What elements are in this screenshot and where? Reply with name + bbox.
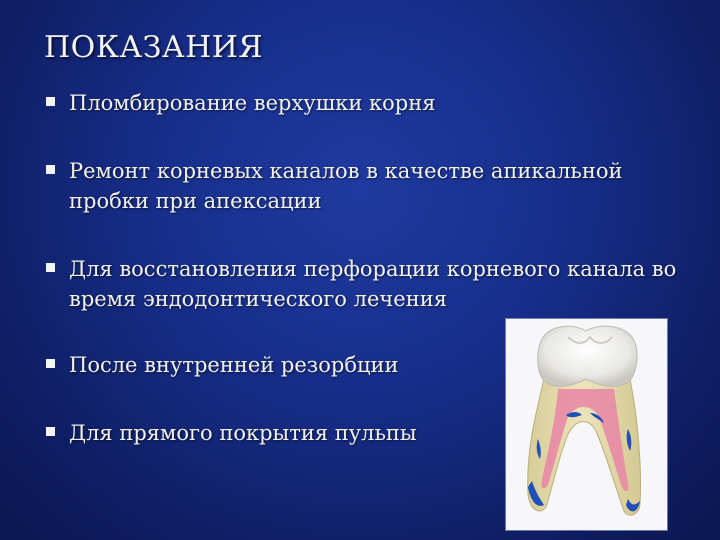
bullet-item	[46, 156, 649, 216]
square-bullet-icon	[46, 263, 55, 272]
square-bullet-icon	[46, 359, 55, 368]
bullet-text: Для прямого покрытия пульпы	[69, 421, 417, 445]
tooth-icon	[506, 319, 667, 530]
square-bullet-icon	[46, 165, 55, 174]
tooth-illustration	[506, 319, 667, 530]
bullet-text: Для восстановления перфорации корневого канала во время эндодонтического лечения	[69, 257, 677, 311]
bullet-item	[46, 254, 679, 314]
bullet-text: После внутренней резорбции	[69, 353, 399, 377]
bullet-item	[46, 88, 669, 118]
bullet-text: Пломбирование верхушки корня	[69, 91, 436, 115]
square-bullet-icon	[46, 97, 55, 106]
slide-title: ПОКАЗАНИЯ	[44, 30, 264, 65]
square-bullet-icon	[46, 427, 55, 436]
bullet-text: Ремонт корневых каналов в качестве апикальной пробки при апексации	[69, 159, 623, 213]
